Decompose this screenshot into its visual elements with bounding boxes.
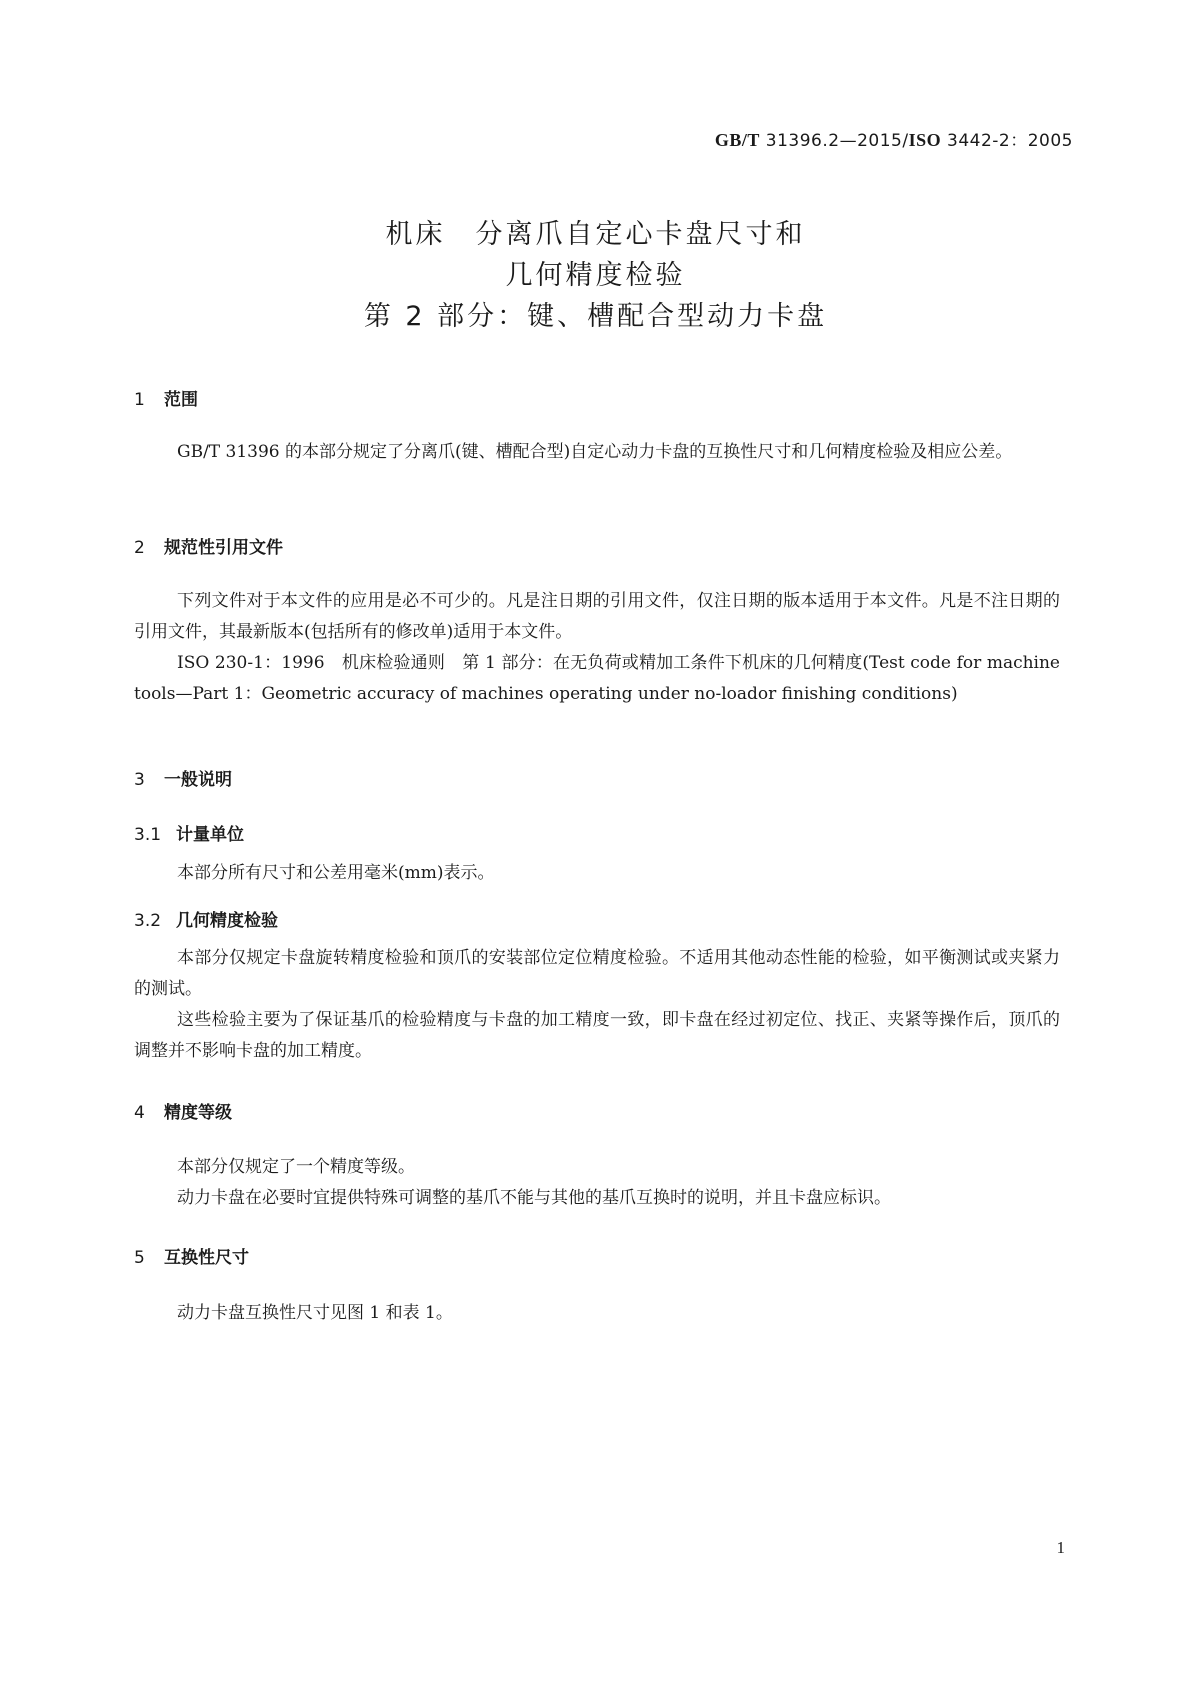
section-number: 3: [134, 770, 145, 790]
section-3-heading: [134, 765, 232, 790]
std-number: 31396.2—2015/: [765, 131, 909, 151]
title-line-3: 第 2 部分：键、槽配合型动力卡盘: [363, 301, 828, 332]
section-number: 2: [134, 538, 145, 558]
section-title: 几何精度检验: [176, 911, 278, 931]
section-4-heading: [134, 1098, 232, 1123]
section-number: 3.1: [134, 825, 162, 845]
section-3-2-heading: [134, 906, 278, 931]
section-title: 规范性引用文件: [164, 538, 283, 558]
section-number: 4: [134, 1103, 145, 1123]
section-3-2-paragraph-1: 本部分仅规定卡盘旋转精度检验和顶爪的安装部位定位精度检验。不适用其他动态性能的检验，如平衡测试或夹紧力的测试。: [134, 948, 1060, 999]
section-2-heading: [134, 533, 283, 558]
title-line-1: 机床 分离爪自定心卡盘尺寸和: [385, 219, 806, 250]
section-number: 1: [134, 390, 145, 410]
section-title: 计量单位: [176, 825, 244, 845]
section-3-1-paragraph: 本部分所有尺寸和公差用毫米(mm)表示。: [177, 863, 495, 883]
title-line-2: 几何精度检验: [505, 260, 686, 291]
section-3-2-paragraph-2: 这些检验主要为了保证基爪的检验精度与卡盘的加工精度一致，即卡盘在经过初定位、找正、夹紧等操作后，顶爪的调整并不影响卡盘的加工精度。: [134, 1010, 1060, 1061]
section-4-paragraph-1: 本部分仅规定了一个精度等级。: [177, 1157, 415, 1177]
section-2-paragraph-1: 下列文件对于本文件的应用是必不可少的。凡是注日期的引用文件，仅注日期的版本适用于本文件。凡是不注日期的引用文件，其最新版本(包括所有的修改单)适用于本文件。: [134, 591, 1060, 642]
iso-number: 3442-2：2005: [947, 131, 1073, 151]
std-prefix: GB/T: [714, 130, 760, 150]
section-1-paragraph: GB/T 31396 的本部分规定了分离爪(键、槽配合型)自定心动力卡盘的互换性尺寸和几何精度检验及相应公差。: [177, 442, 1013, 462]
section-2-paragraph-2: ISO 230-1：1996 机床检验通则 第 1 部分：在无负荷或精加工条件下机床的几何精度(Test code for machine tools—Part 1：Geometric accuracy of machines operating under no-loador finishing conditions): [134, 653, 1060, 704]
section-3-1-heading: [134, 820, 244, 845]
standard-number: [715, 126, 1073, 151]
section-title: 范围: [164, 390, 198, 410]
page-number: 1: [1056, 1538, 1065, 1557]
section-5-heading: [134, 1243, 249, 1268]
iso-prefix: ISO: [908, 130, 942, 150]
section-number: 3.2: [134, 911, 162, 931]
section-title: 精度等级: [164, 1103, 232, 1123]
section-5-paragraph: 动力卡盘互换性尺寸见图 1 和表 1。: [177, 1303, 453, 1323]
section-4-paragraph-2: 动力卡盘在必要时宜提供特殊可调整的基爪不能与其他的基爪互换时的说明，并且卡盘应标识。: [177, 1188, 891, 1208]
section-number: 5: [134, 1248, 145, 1268]
section-title: 互换性尺寸: [164, 1248, 249, 1268]
section-1-heading: [134, 385, 198, 410]
section-title: 一般说明: [164, 770, 232, 790]
